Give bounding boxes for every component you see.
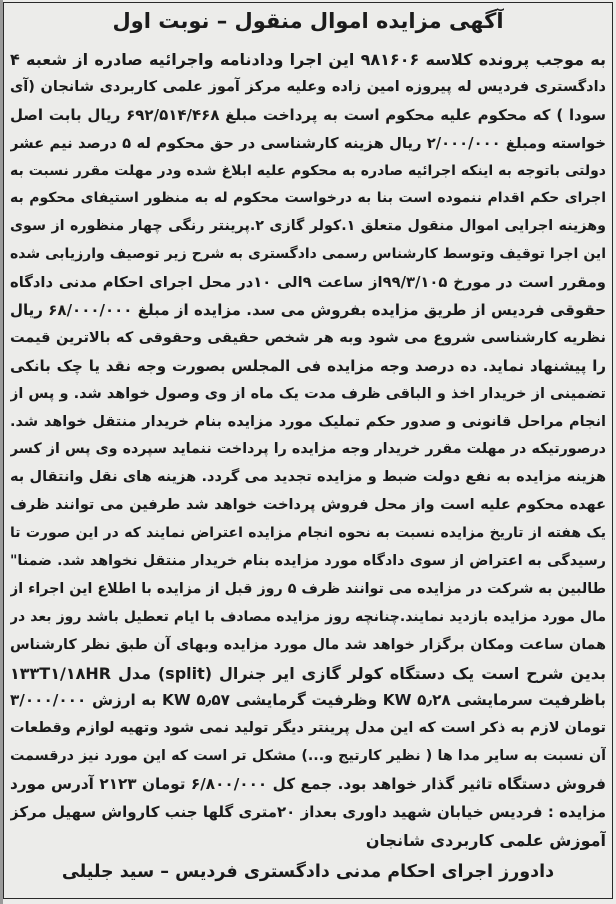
- body-line: انجام مراحل قانونی و صدور حکم تملیک مورد مزایده بنام خریدار منتقل خواهد شد.: [10, 413, 606, 430]
- body-line: بدین شرح است یک دستگاه کولر گازی ایر جنرال (split) مدل ۱۳۳T۱/۱۸HR: [10, 663, 606, 683]
- notice-title: آگهی مزایده اموال منقول – نوبت اول: [112, 9, 504, 33]
- body-line: دولتی باتوجه به اینکه اجرائیه صادره به محکوم علیه ابلاغ شده ودر مهلت مقرر نسبت به: [10, 162, 606, 179]
- body-line: دادگستری فردیس له پیروزه امین زاده وعلیه مرکز آموز علمی کاربردی شانجان (آی: [10, 78, 606, 95]
- body-line: تضمینی از خریدار اخذ و الباقی ظرف مدت یک ماه از وی وصول خواهد شد. و پس از: [10, 385, 606, 402]
- body-line: نظریه کارشناسی شروع می شود وبه هر شخص حقیقی وحقوقی که بالاترین قیمت: [10, 329, 606, 346]
- body-line: اجرای حکم اقدام ننموده است بنا به درخواست محکوم له به منظور استیفای محکوم به: [10, 190, 606, 207]
- body-line: عهده محکوم علیه است واز محل فروش پرداخت خواهد شد طرفین می توانند ظرف: [10, 497, 606, 514]
- body-line: را پیشنهاد نماید. ده درصد وجه مزایده فی المجلس بصورت وجه نقد یا چک بانکی: [10, 356, 606, 375]
- body-line: مزایده : فردیس خیابان شهید داوری بعداز ۲۰متری گلها جنب کارواش سهیل مرکز: [10, 803, 606, 822]
- body-line: به موجب پرونده کلاسه ۹۸۱۶۰۶ این اجرا ودادنامه واجرائیه صادره از شعبه ۴: [10, 50, 606, 69]
- body-line: مال مورد مزایده بازدید نمایند.چنانچه روز مزایده مصادف با ایام تعطیل باشد روز بعد در: [10, 608, 606, 625]
- notice-body: [10, 46, 606, 855]
- body-line: سودا ) که محکوم علیه محکوم است به پرداخت مبلغ ۶۹۲/۵۱۴/۴۶۸ ریال بابت اصل: [10, 105, 606, 124]
- body-line: یک هفته از تاریخ مزایده نسبت به نحوه انجام مزایده اعتراض نمایند که در این صورت تا: [10, 525, 606, 542]
- notice-signature: دادورز اجرای احکام مدنی دادگستری فردیس – سید جلیلی: [61, 862, 555, 882]
- body-line: آموزش علمی کاربردی شانجان: [365, 830, 606, 850]
- body-line: باظرفیت سرمایشی ۵٫۲۸ KW وظرفیت گرمایشی ۵٫۵۷ KW به ارزش ۳/۰۰۰/۰۰۰: [10, 691, 606, 710]
- body-line: این اجرا توقیف وتوسط کارشناس رسمی دادگستری به شرح زیر توصیف وارزیابی شده: [10, 246, 606, 263]
- body-line: طالبین به شرکت در مزایده می توانند ظرف ۵ روز قبل از مزایده با اطلاع این اجراء از: [10, 580, 606, 597]
- body-line: همان ساعت ومکان برگزار خواهد شد مال مورد مزایده وبهای آن طبق نظر کارشناس: [10, 636, 606, 653]
- body-line: رسیدگی به اعتراض از سوی دادگاه مورد مزایده بنام خریدار منتقل نخواهد شد. ضمنا": [10, 553, 606, 570]
- body-line: وهزینه اجرایی اموال منقول متعلق ۱.کولر گازی ۲.پرینتر رنگی چهار منظوره از سوی: [10, 218, 606, 235]
- body-line: آن نسبت به سایر مدا ها ( نظیر کارتیج و...) مشکل تر است که این مورد نیز درقسمت: [10, 748, 606, 765]
- body-line: حقوقی فردیس از طریق مزایده بفروش می سد. مزایده از مبلغ ۶۸/۰۰۰/۰۰۰ ریال: [10, 301, 606, 320]
- body-line: درصورتیکه در مهلت مقرر خریدار وجه مزایده را پرداخت ننماید سپرده وی پس از کسر: [10, 441, 606, 458]
- body-line: هزینه مزایده به نفع دولت ضبط و مزایده تجدید می گردد. هزینه های نقل وانتقال به: [10, 469, 606, 486]
- body-line: تومان لازم به ذکر است که این مدل پرینتر دیگر تولید نمی شود وتهیه لوازم وقطعات: [10, 720, 606, 737]
- body-line: خواسته ومبلغ ۲/۰۰۰/۰۰۰ ریال هزینه کارشناسی در حق محکوم له ۵ درصد نیم عشر: [10, 134, 606, 152]
- body-line: فروش دستگاه تاثیر گذار خواهد بود. جمع کل ۶/۸۰۰/۰۰۰ تومان ۲۱۲۳ آدرس مورد: [10, 775, 606, 794]
- body-line: ومقرر است در مورخ ۹۹/۳/۱۰۵از ساعت ۹الی ۱۰در محل اجرای احکام مدنی دادگاه: [10, 274, 606, 292]
